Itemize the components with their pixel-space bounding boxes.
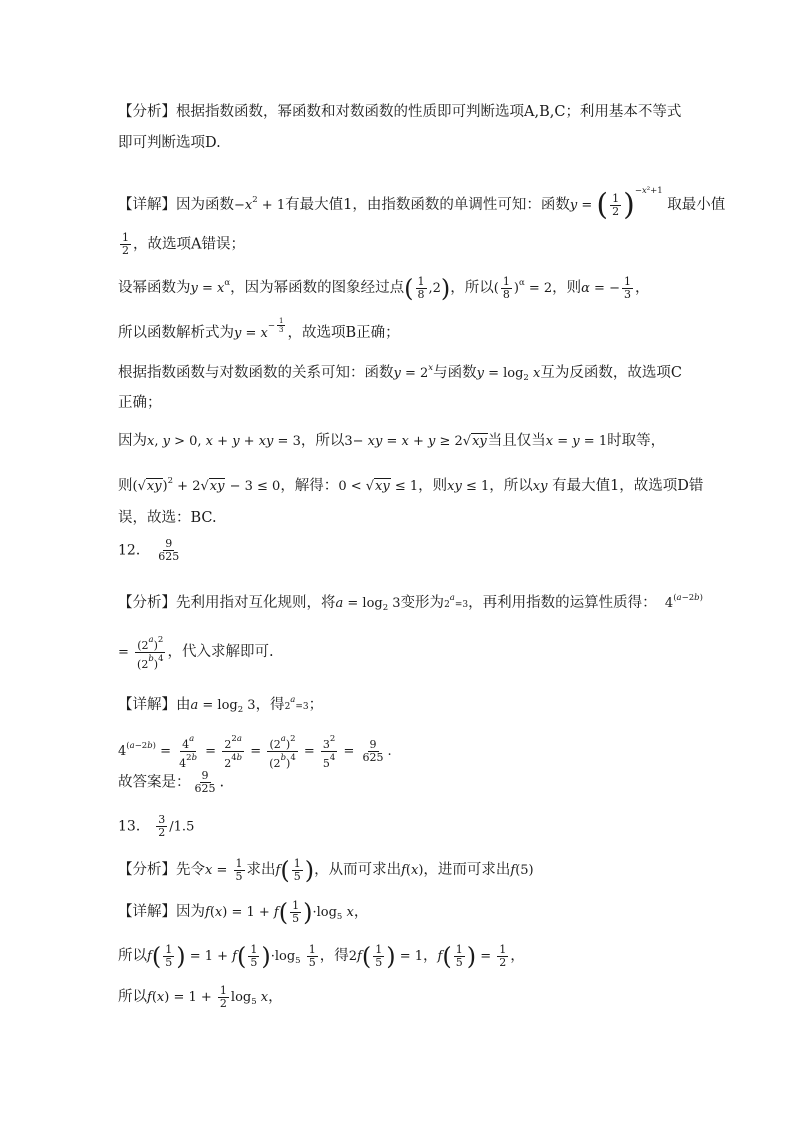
q11-detail-line2: [118, 232, 245, 257]
text: ，再利用指数的运算性质得：: [468, 595, 657, 611]
text: ，解得：: [280, 478, 339, 494]
q12-analysis-line1: [118, 588, 703, 618]
text: ，则: [418, 478, 448, 494]
text: 先令: [176, 862, 205, 878]
q13-detail-line2: 所以f( $\frac{1}{5}$ ) = 1 + f( $\frac{1}{5}$ )$\cdot\log_5$ $\frac{1}{5}$ ，得2f( $\frac{1}{5}$ ) = 1，f( $\frac{1}{5}$ ) = $\frac{1}{2}$ ，: [118, 942, 525, 971]
math-expr: ( $\frac{1}{8}$ ,2): [404, 274, 451, 303]
q11-detail-line7: [118, 431, 665, 452]
text: ，从而可求出: [314, 862, 402, 878]
q11-detail-line9: [118, 508, 217, 528]
math-expr: f( $\frac{1}{5}$ ) = $\frac{1}{2}$: [437, 942, 507, 971]
text: ，故选项B正确；: [287, 325, 400, 341]
analysis-text: 即可判断选项D.: [118, 135, 221, 151]
question-number: 13．: [118, 818, 150, 835]
text: 误，故选：BC.: [118, 510, 217, 526]
text: 所以函数解析式为: [118, 325, 234, 341]
q11-detail-line8: [118, 471, 703, 497]
answer-fraction: [193, 770, 218, 795]
text: 故答案是：: [118, 774, 191, 791]
fraction-den: 625: [194, 782, 216, 795]
text: 与函数: [433, 365, 477, 381]
math-expr: $4^{(a-2b)}$ = $\frac{4^a}{4^{2b}}$ = $\frac{2^{2a}}{2^{4b}}$ = $\frac{(2^a)^2}{(2^b)^4}$ = $\frac{3^2}{5^4}$ = $\frac{9}{625}$ .: [118, 734, 392, 770]
fraction-den: 625: [158, 550, 180, 563]
text: 因为函数: [176, 197, 234, 213]
analysis-tag: 【分析】: [118, 104, 176, 120]
math-expr: f(x): [401, 863, 424, 878]
text: 由: [176, 697, 191, 713]
text: ，因为幂函数的图象经过点: [230, 280, 405, 296]
text: ，则: [552, 280, 582, 296]
math-expr: x = $\frac{1}{5}$: [205, 857, 243, 883]
answer-alt: /1.5: [169, 819, 195, 835]
q12-detail-line1: [118, 690, 323, 720]
math-expr: $y = x^\alpha$: [190, 278, 231, 296]
math-expr: ( $\frac{1}{8}$ )$^\alpha$ = 2: [493, 275, 553, 301]
q11-analysis-line1: [118, 102, 681, 122]
q11-detail-line6: [118, 393, 162, 413]
math-expr: 0 < √xy ≤ 1: [338, 479, 419, 494]
analysis-tag: 【分析】: [118, 595, 176, 611]
q11-detail-line5: [118, 358, 682, 388]
q13-analysis: [118, 858, 534, 883]
text: ，进而可求出: [423, 862, 511, 878]
text: 因为: [176, 904, 205, 920]
q12-analysis-line2: [118, 634, 274, 671]
question-number: 12．: [118, 542, 150, 559]
text: 变形为: [400, 595, 445, 611]
text: 取最小值: [667, 197, 726, 213]
text: 先利用指对互化规则，将: [176, 595, 336, 611]
math-expr: xy: [532, 479, 548, 494]
text: ，得: [319, 948, 349, 964]
q11-detail-line1: [118, 181, 725, 221]
q11-detail-line4: [118, 316, 400, 344]
math-expr: xy ≤ 1: [447, 479, 490, 494]
text: 根据指数函数与对数函数的关系可知：函数: [118, 365, 394, 381]
q11-detail-line3: 设幂函数为$y = x^\alpha$，因为幂函数的图象经过点( $\frac{1}{8}$ ,2)，所以( $\frac{1}{8}$ )$^\alpha$ = 2，则α = − $\frac{1}{3}$ ，: [118, 274, 650, 303]
math-expr: $a = \log_2 3$: [190, 698, 256, 715]
text: 时取等，: [607, 433, 666, 449]
text: ；: [308, 697, 324, 713]
q13-answer: [118, 814, 194, 839]
text: 当且仅当: [487, 433, 546, 449]
answer-fraction: $\frac{3}{2}$: [158, 813, 166, 839]
text: 设幂函数为: [118, 280, 191, 296]
math-expr: = $\frac{(2^a)^2}{(2^b)^4}$: [118, 635, 164, 671]
text: ，得: [255, 697, 285, 713]
detail-tag: 【详解】: [118, 697, 176, 713]
text: 有最大值1，故选项D错: [552, 478, 704, 494]
fraction-num: 9: [165, 537, 173, 550]
math-expr: x = y = 1: [545, 434, 608, 449]
text: ，故选项A错误；: [133, 236, 245, 253]
math-expr: f( $\frac{1}{5}$ ) = 1 + f( $\frac{1}{5}$ )$\cdot\log_5$ $\frac{1}{5}$: [147, 942, 316, 971]
math-expr: $4^{(a-2b)}$: [656, 593, 703, 611]
math-expr: f( $\frac{1}{5}$ ): [275, 856, 315, 885]
text: ，所以: [300, 433, 345, 449]
math-expr: $2^a=3$: [284, 695, 309, 712]
text: 互为反函数，故选项C: [540, 365, 682, 381]
analysis-text: 根据指数函数，幂函数和对数函数的性质即可判断选项A,B,C；利用基本不等式: [176, 104, 682, 120]
text: 求出: [246, 862, 276, 878]
q11-analysis-line2: [118, 133, 221, 153]
fraction-num: 9: [201, 769, 209, 782]
text: 则: [118, 478, 133, 494]
math-expr: $-x^2 + 1$: [234, 195, 286, 213]
math-expr: α = − $\frac{1}{3}$: [581, 275, 631, 301]
math-expr: y = ( $\frac{1}{2}$ )$^{-x^2+1}$: [569, 186, 663, 223]
math-expr: $2^a=3$: [444, 593, 469, 610]
math-expr: f(x) = 1 + $\frac{1}{2}$ $\log_5 x$: [147, 984, 269, 1010]
math-expr: $a = \log_2 3$: [335, 596, 401, 613]
q12-detail-line2: [118, 733, 392, 770]
text: 正确；: [118, 395, 162, 411]
detail-tag: 【详解】: [118, 904, 176, 920]
detail-tag: 【详解】: [118, 197, 176, 213]
math-expr: $y = 2^x$: [393, 363, 434, 381]
math-expr: $y = x^{- \frac{1}{3}}$: [234, 317, 284, 341]
q12-final: 故答案是： $\frac{9}{625}$ .: [118, 769, 225, 795]
math-expr: $(√xy)^2 + 2√xy - 3 \le 0$: [132, 476, 281, 494]
q13-detail-line1: 【详解】因为f(x) = 1 + f( $\frac{1}{5}$ )$\cdot\log_5$ x，: [118, 898, 369, 927]
math-fraction: $\frac{1}{2}$: [122, 231, 129, 257]
q12-answer: [118, 538, 183, 563]
q13-detail-line3: 所以f(x) = 1 + $\frac{1}{2}$ $\log_5 x$，: [118, 984, 283, 1010]
text: ，所以: [489, 478, 533, 494]
answer-fraction: [156, 538, 181, 563]
text: 所以: [118, 989, 147, 1005]
text: 所以: [118, 948, 147, 964]
analysis-tag: 【分析】: [118, 862, 176, 878]
text: 有最大值1，由指数函数的单调性可知：函数: [285, 197, 570, 213]
text: ，代入求解即可.: [167, 644, 274, 660]
math-expr: 2f( $\frac{1}{5}$ ) = 1: [348, 942, 424, 971]
text: 因为: [118, 433, 147, 449]
text: ，所以: [450, 280, 494, 296]
math-expr: f(x) = 1 + f( $\frac{1}{5}$ )$\cdot\log_5$ x: [205, 898, 354, 927]
math-expr: x, y > 0, x + y + xy = 3: [147, 434, 301, 449]
math-expr: f(5): [510, 863, 534, 878]
math-expr: $y = \log_2 x$: [476, 366, 541, 383]
math-expr: 3− xy = x + y ≥ 2√xy: [344, 434, 487, 449]
